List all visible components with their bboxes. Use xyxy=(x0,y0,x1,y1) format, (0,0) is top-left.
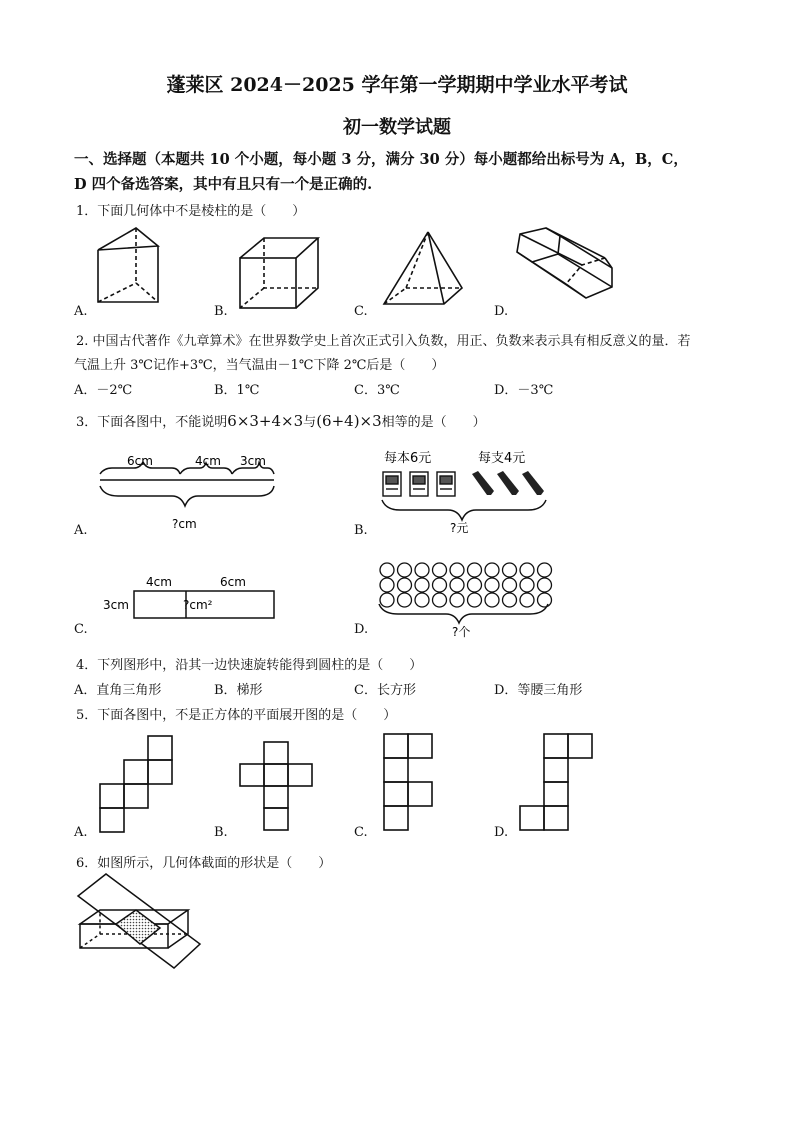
q3-expression-1: 6×3+4×3 xyxy=(227,412,304,430)
q3-text-post: 相等的是（ ） xyxy=(381,415,486,430)
q1-option-c[interactable]: C. xyxy=(354,304,368,319)
q3d-total: ?个 xyxy=(452,625,471,639)
q3a-total: ?cm xyxy=(172,517,197,531)
question-2-line1: 2. 中国古代著作《九章算术》在世界数学史上首次正式引入负数，用正、负数来表示具有相反意义的量．若 xyxy=(76,334,691,349)
q2-option-d[interactable]: D．－3℃ xyxy=(494,383,554,398)
q5-option-b[interactable]: B. xyxy=(214,825,228,840)
q3-text-pre: 3．下面各图中，不能说明 xyxy=(76,415,228,430)
page-title: 蓬莱区 2024－2025 学年第一学期期中学业水平考试 xyxy=(166,74,628,96)
q3a-seg2: 4cm xyxy=(195,454,221,468)
q1-option-d[interactable]: D. xyxy=(494,304,509,319)
question-6-text: 6．如图所示，几何体截面的形状是（ ） xyxy=(76,856,332,871)
q4-option-b[interactable]: B．梯形 xyxy=(214,683,263,698)
question-4-text: 4．下列图形中，沿其一边快速旋转能得到圆柱的是（ ） xyxy=(76,658,423,673)
q2-option-a[interactable]: A．－2℃ xyxy=(74,383,133,398)
question-5-text: 5．下面各图中，不是正方体的平面展开图的是（ ） xyxy=(76,708,397,723)
q3-text-mid: 与 xyxy=(303,415,317,430)
q4-option-c[interactable]: C．长方形 xyxy=(354,683,416,698)
q5-option-c[interactable]: C. xyxy=(354,825,368,840)
q5-option-d[interactable]: D. xyxy=(494,825,509,840)
page-subtitle: 初一数学试题 xyxy=(343,117,451,138)
q3c-top2: 6cm xyxy=(220,575,246,589)
q1-option-b[interactable]: B. xyxy=(214,304,228,319)
q3-option-c[interactable]: C. xyxy=(74,622,88,637)
q3b-label1: 每本6元 xyxy=(384,451,432,466)
question-2-line2: 气温上升 3℃记作+3℃，当气温由－1℃下降 2℃后是（ ） xyxy=(74,358,445,373)
q4-option-a[interactable]: A．直角三角形 xyxy=(74,683,162,698)
q3a-seg3: 3cm xyxy=(240,454,266,468)
q3b-label2: 每支4元 xyxy=(478,451,526,466)
q3-option-d[interactable]: D. xyxy=(354,622,369,637)
section-heading-line2: D 四个备选答案，其中有且只有一个是正确的. xyxy=(74,176,373,193)
q3c-top1: 4cm xyxy=(146,575,172,589)
q2-option-b[interactable]: B．1℃ xyxy=(214,383,260,398)
q5-option-a[interactable]: A. xyxy=(74,825,88,840)
question-1-text: 1．下面几何体中不是棱柱的是（ ） xyxy=(76,204,306,219)
q3-option-a[interactable]: A. xyxy=(74,523,88,538)
q3c-side: 3cm xyxy=(103,598,129,612)
q3a-seg1: 6cm xyxy=(127,454,153,468)
q2-option-c[interactable]: C．3℃ xyxy=(354,383,400,398)
section-heading-line1: 一、选择题（本题共 10 个小题，每小题 3 分，满分 30 分）每小题都给出标号为 A，B，C， xyxy=(74,151,688,168)
q4-option-d[interactable]: D．等腰三角形 xyxy=(494,683,583,698)
q3c-area: ?cm² xyxy=(183,598,213,612)
q3b-total: ?元 xyxy=(450,521,469,535)
q3-expression-2: (6+4)×3 xyxy=(316,412,382,430)
q1-option-a[interactable]: A. xyxy=(74,304,88,319)
q3-option-b[interactable]: B. xyxy=(354,523,368,538)
